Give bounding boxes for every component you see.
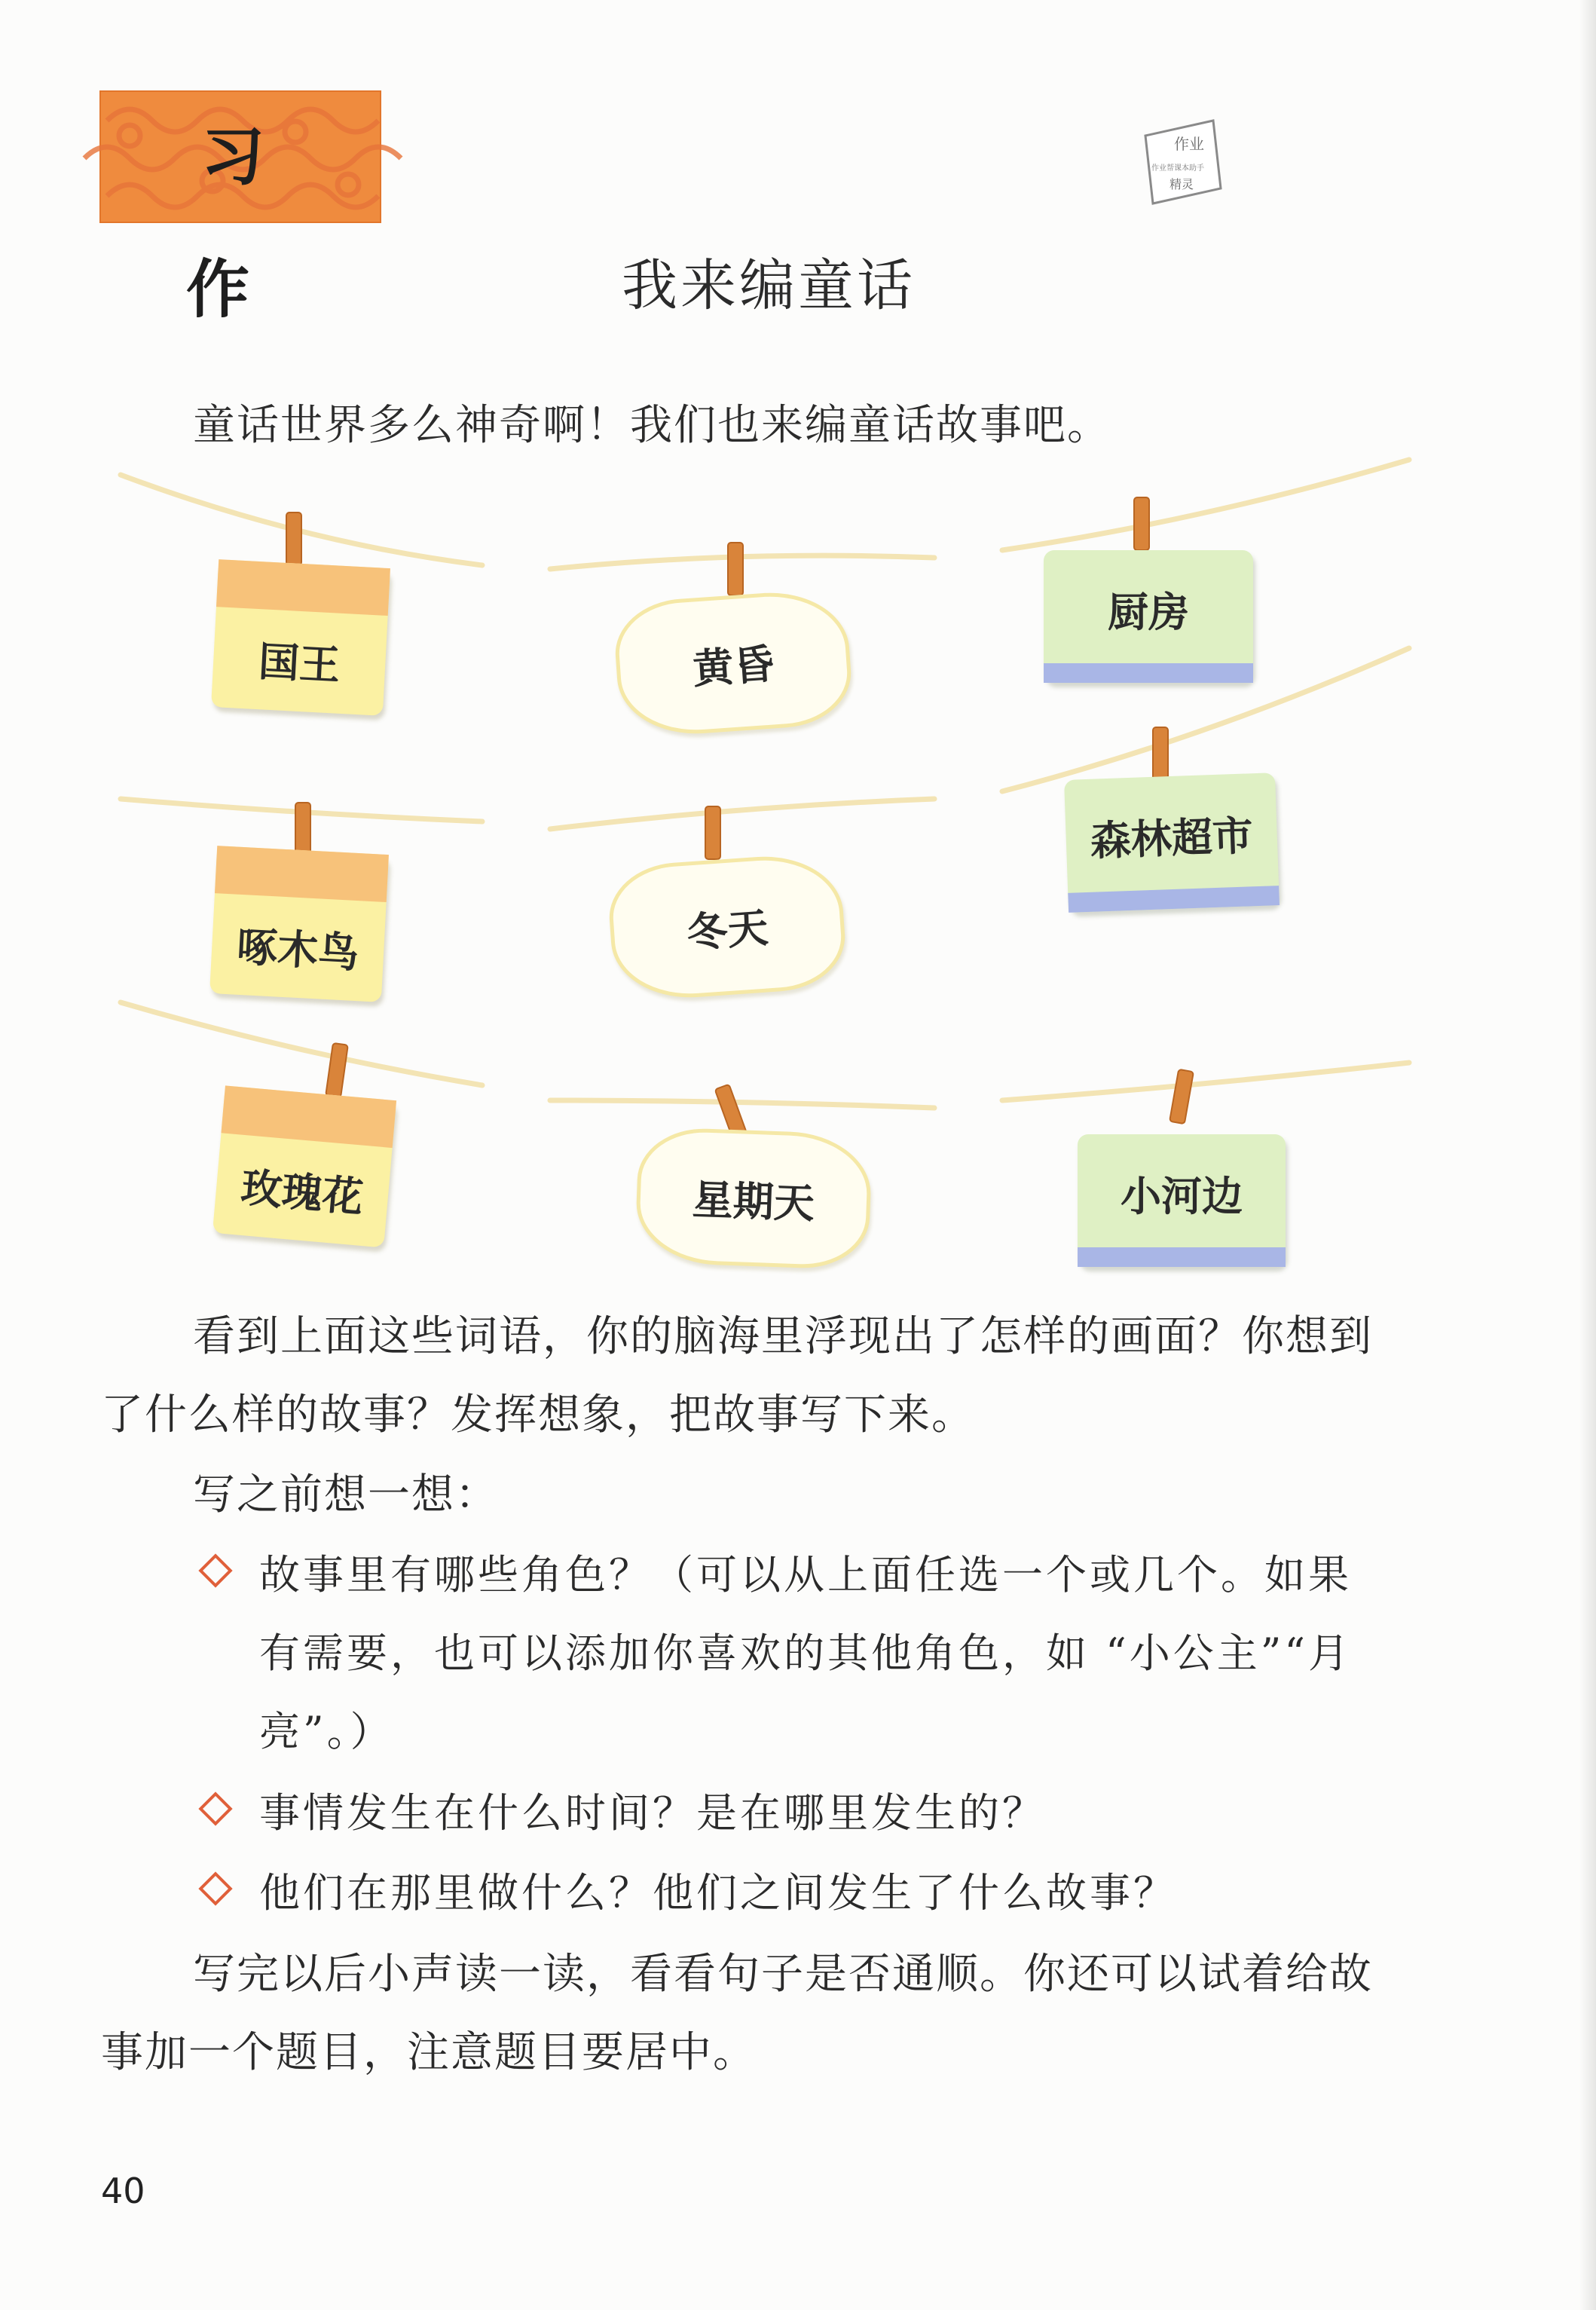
bullet-line: 事情发生在什么时间？是在哪里发生的？ — [259, 1789, 1046, 1837]
think-prompt: 写之前想一想： — [193, 1470, 499, 1519]
word-card-forest-supermarket — [1064, 773, 1280, 913]
word-card-woodpecker — [209, 846, 389, 1002]
word-card-dusk — [612, 587, 855, 739]
bullet-item — [259, 1854, 1177, 1932]
bullet-line: 故事里有哪些角色？（可以从上面任选一个或几个。如果 — [259, 1551, 1352, 1599]
word-card-label: 玫瑰花 — [239, 1162, 365, 1222]
word-card-sunday — [634, 1127, 873, 1271]
paragraph-line: 看到上面这些词语，你的脑海里浮现出了怎样的画面？你想到 — [193, 1312, 1373, 1361]
word-card-label: 冬天 — [685, 902, 770, 957]
word-card-label: 小河边 — [1121, 1171, 1243, 1220]
page-title: 我来编童话 — [622, 253, 916, 318]
word-card-label: 黄昏 — [691, 638, 776, 693]
word-card-label: 星期天 — [691, 1174, 815, 1228]
paragraph-line: 了什么样的故事？发挥想象，把故事写下来。 — [101, 1391, 975, 1440]
bullet-line: 他们在那里做什么？他们之间发生了什么故事？ — [259, 1869, 1177, 1917]
bullet-diamond-icon — [198, 1871, 232, 1905]
word-card-kitchen — [1044, 550, 1253, 683]
word-card-label: 森林超市 — [1089, 810, 1254, 865]
word-card-illustration — [0, 437, 1596, 1281]
word-card-riverside — [1078, 1134, 1286, 1267]
svg-text:作业: 作业 — [1174, 135, 1204, 153]
bullet-line: 亮”。） — [259, 1708, 394, 1755]
stamp-logo-icon — [1130, 113, 1228, 211]
bullet-item — [259, 1536, 1352, 1771]
word-card-label: 厨房 — [1108, 587, 1189, 636]
paragraph-review-cont — [101, 2014, 757, 2092]
word-card-label: 国王 — [257, 636, 341, 690]
intro-text: 童话世界多么神奇啊！我们也来编童话故事吧。 — [193, 401, 1111, 450]
svg-text:精灵: 精灵 — [1169, 177, 1194, 191]
svg-text:作业帮课本助手: 作业帮课本助手 — [1151, 164, 1204, 173]
bullet-item — [259, 1774, 1046, 1853]
word-card-rose — [212, 1085, 396, 1247]
section-badge — [99, 90, 381, 326]
section-badge-label: 习 作 — [185, 119, 310, 326]
bullet-line: 有需要，也可以添加你喜欢的其他角色，如 “小公主”“月 — [259, 1629, 1352, 1677]
page-number: 40 — [101, 2171, 145, 2211]
paragraph-line: 写完以后小声读一读，看看句子是否通顺。你还可以试着给故 — [193, 1950, 1373, 1999]
paragraph-review — [193, 1935, 1373, 2014]
paragraph-line: 事加一个题目，注意题目要居中。 — [101, 2028, 757, 2077]
word-card-label: 啄木鸟 — [235, 922, 360, 977]
paragraph-instructions — [193, 1298, 1373, 1376]
bullet-diamond-icon — [198, 1553, 232, 1587]
word-card-winter — [606, 851, 848, 1002]
word-card-king — [211, 559, 390, 716]
paragraph-instructions-cont — [101, 1376, 975, 1455]
bullet-diamond-icon — [198, 1791, 232, 1825]
